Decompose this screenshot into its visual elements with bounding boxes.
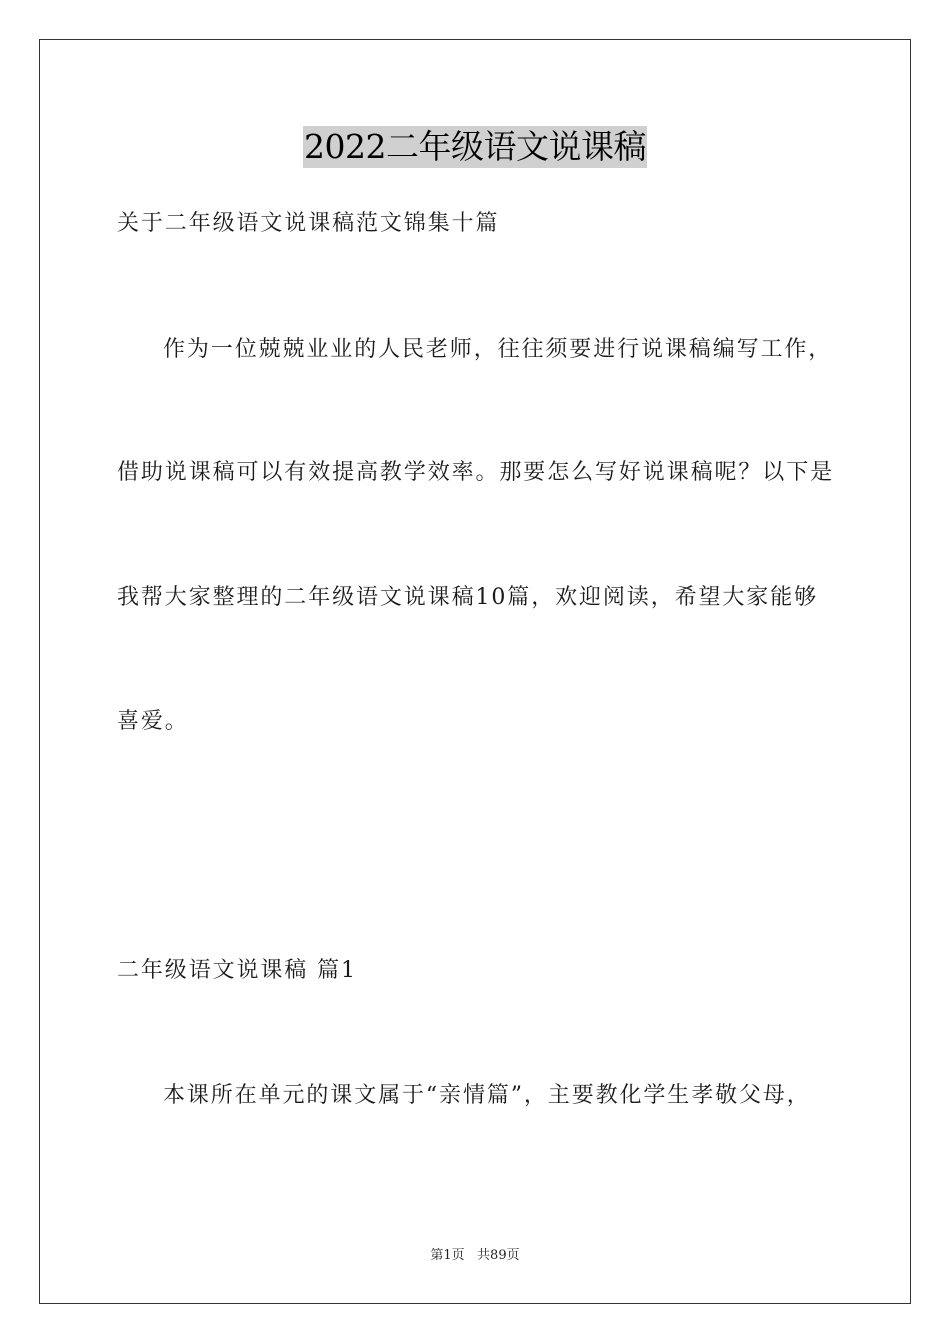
- intro-paragraph-line: 我帮大家整理的二年级语文说课稿10篇，欢迎阅读，希望大家能够: [117, 585, 818, 610]
- intro-paragraph-line: 借助说课稿可以有效提高教学效率。那要怎么写好说课稿呢？以下是: [117, 460, 835, 485]
- page-number-footer: 第1页 共89页: [430, 1248, 520, 1263]
- document-subtitle: 关于二年级语文说课稿范文锦集十篇: [117, 211, 500, 236]
- intro-paragraph-line: 作为一位兢兢业业的人民老师，往往须要进行说课稿编写工作，: [163, 337, 833, 362]
- title-container: [0, 126, 950, 168]
- intro-paragraph-line: 喜爱。: [117, 709, 189, 734]
- document-title: 2022二年级语文说课稿: [304, 127, 646, 166]
- section-paragraph-line: 本课所在单元的课文属于“亲情篇”，主要教化学生孝敬父母，: [163, 1083, 811, 1108]
- section-heading: 二年级语文说课稿 篇1: [117, 958, 357, 983]
